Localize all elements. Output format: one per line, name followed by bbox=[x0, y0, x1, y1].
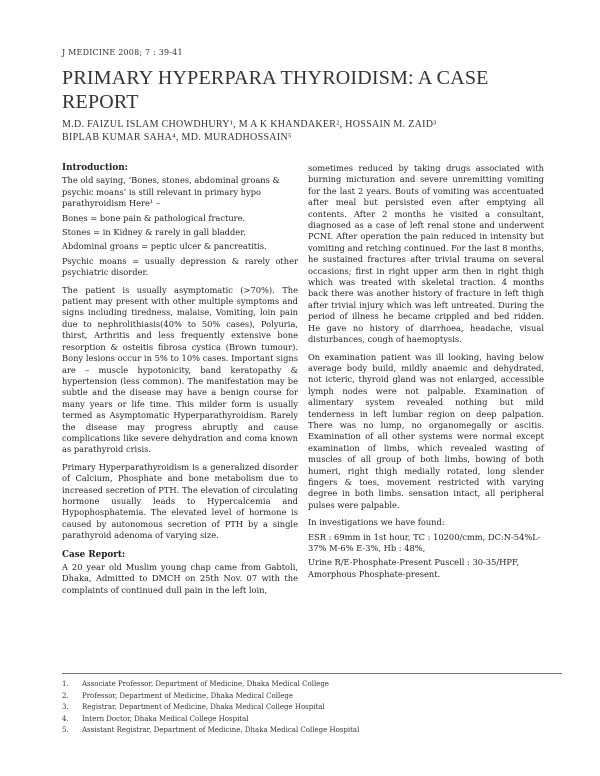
intro-paragraph-2: The patient is usually asymptomatic (>70%). The patient may present with other multiple symptoms and signs including tiredness, malaise, Vomiting, loin pain due to nephrolithiasis(40% to 50% cases), Polyuria, thirst, Arthritis and less frequently extensive bone resorption & osteitis fibrosa cystica (Brown tumour). Bony lesions occur in 5% to 10% cases. Important signs are – muscle hypotonicity, band keratopathy & hypertension (less common). The manifestation may be subtle and the disease may have a benign course for many years or life time. This milder form is usually termed as Asymptomatic Hyperparathyroidism. Rarely the disease may progress abruptly and cause complications like severe dehydration and coma known as parathyroid crisis. bbox=[62, 284, 298, 455]
footnote-text: Professor, Department of Medicine, Dhaka Medical College bbox=[82, 691, 293, 700]
urine-results: Urine R/E-Phosphate-Present Puscell : 30-35/HPF, Amorphous Phosphate-present. bbox=[308, 557, 520, 579]
stones-definition: Stones = in Kidney & rarely in gall bladder. bbox=[62, 227, 246, 238]
intro-paragraph-1: The old saying, ‘Bones, stones, abdominal groans & psychic moans’ is still relevant in primary hypo parathyroidism Here¹ – bbox=[62, 175, 280, 209]
examination-paragraph: On examination patient was ill looking, having below average body build, mildly anaemic and dehydrated, not icteric, thyroid gland was not enlarged, accessible lymph nodes were not palpable. Examination of alimentary system revealed nothing but mild tenderness in left lumbar region on deep palpation. There was no lump, no organomegally or ascitis. Examination of all other systems were normal except examination of limbs, which revealed wasting of muscles of all group of both limbs, bowing of both humeri, right thigh medially rotated, long slender fingers & toes, movement restricted with varying degree in both limbs. sensation intact, all peripheral pulses were palpable. bbox=[308, 351, 544, 510]
footnote-text: Intern Doctor, Dhaka Medical College Hospital bbox=[82, 714, 249, 723]
journal-reference: J MEDICINE 2008; 7 : 39-41 bbox=[62, 48, 183, 57]
footnote-number: 1. bbox=[62, 680, 69, 688]
footnote-item bbox=[62, 679, 562, 691]
introduction-heading: Introduction: bbox=[62, 163, 128, 173]
footnote-text: Associate Professor, Department of Medicine, Dhaka Medical College bbox=[82, 680, 329, 688]
author-line-1: M.D. FAIZUL ISLAM CHOWDHURY¹, M A K KHANDAKER², HOSSAIN M. ZAID³ bbox=[62, 119, 437, 130]
footnote-list bbox=[62, 679, 562, 737]
case-report-heading: Case Report: bbox=[62, 549, 126, 560]
groans-definition: Abdominal groans = peptic ulcer & pancreatitis. bbox=[62, 241, 267, 252]
bones-definition: Bones = bone pain & pathological fracture. bbox=[62, 212, 246, 223]
footnote-item bbox=[62, 691, 562, 703]
footnote-item bbox=[62, 714, 562, 726]
case-paragraph-1: A 20 year old Muslim young chap came from Gabtoli, Dhaka, Admitted to DMCH on 25th Nov. 07 with the complaints of continued dull pain in the left loin, bbox=[62, 562, 298, 595]
footnote-divider bbox=[62, 673, 562, 674]
footnote-text: Assistant Registrar, Department of Medicine, Dhaka Medical College Hospital bbox=[82, 726, 360, 735]
footnote-number: 4. bbox=[62, 714, 69, 723]
footnote-number: 3. bbox=[62, 703, 69, 712]
moans-definition: Psychic moans = usually depression & rarely other psychiatric disorder. bbox=[62, 255, 298, 278]
left-column bbox=[62, 163, 298, 602]
author-list bbox=[62, 118, 562, 144]
author-line-2: BIPLAB KUMAR SAHA⁴, MD. MURADHOSSAIN⁵ bbox=[62, 132, 292, 143]
intro-paragraph-3: Primary Hyperparathyroidism is a generalized disorder of Calcium, Phosphate and bone metabolism due to increased secretion of PTH. The elevation of circulating hormone usually leads to Hypercalcemia and Hypophosphatemia. The elevated level of hormone is caused by autonomous secretion of PTH by a single parathyroid adenoma of varying size. bbox=[62, 461, 298, 541]
footnote-text: Registrar, Department of Medicine, Dhaka Medical College Hospital bbox=[82, 703, 325, 712]
investigations-intro: In investigations we have found: bbox=[308, 517, 445, 528]
history-paragraph: sometimes reduced by taking drugs associated with burning micturation and severe unremitting vomiting for the last 2 years. Bouts of vomiting was accentuated after meal but persisted even after emptying all contents. After 2 months he visited a consultant, diagnosed as a case of left renal stone and underwent PCNI. After operation the pain reduced in intensity but vomiting and retching continued. For the last 8 months, he sustained fractures after trivial trauma on several occasions; first in right upper arm then in right thigh which was treated with skeletal traction. 4 months back there was another history of fracture in left thigh after trivial injury which was left untreated. During the period of illness he became crippled and bed ridden. He gave no history of diarrhoea, headache, visual disturbances, cough of haemoptysis. bbox=[308, 163, 544, 345]
footnote-number: 5. bbox=[62, 726, 69, 735]
blood-results: ESR : 69mm in 1st hour, TC : 10200/cmm, DC:N-54%L-37% M-6% E-3%, Hb : 48%, bbox=[308, 531, 541, 553]
footnote-item bbox=[62, 725, 562, 737]
footnote-item bbox=[62, 702, 562, 714]
article-title: PRIMARY HYPERPARA THYROIDISM: A CASE REPORT bbox=[62, 67, 489, 113]
footnote-number: 2. bbox=[62, 691, 69, 700]
right-column bbox=[308, 163, 544, 583]
